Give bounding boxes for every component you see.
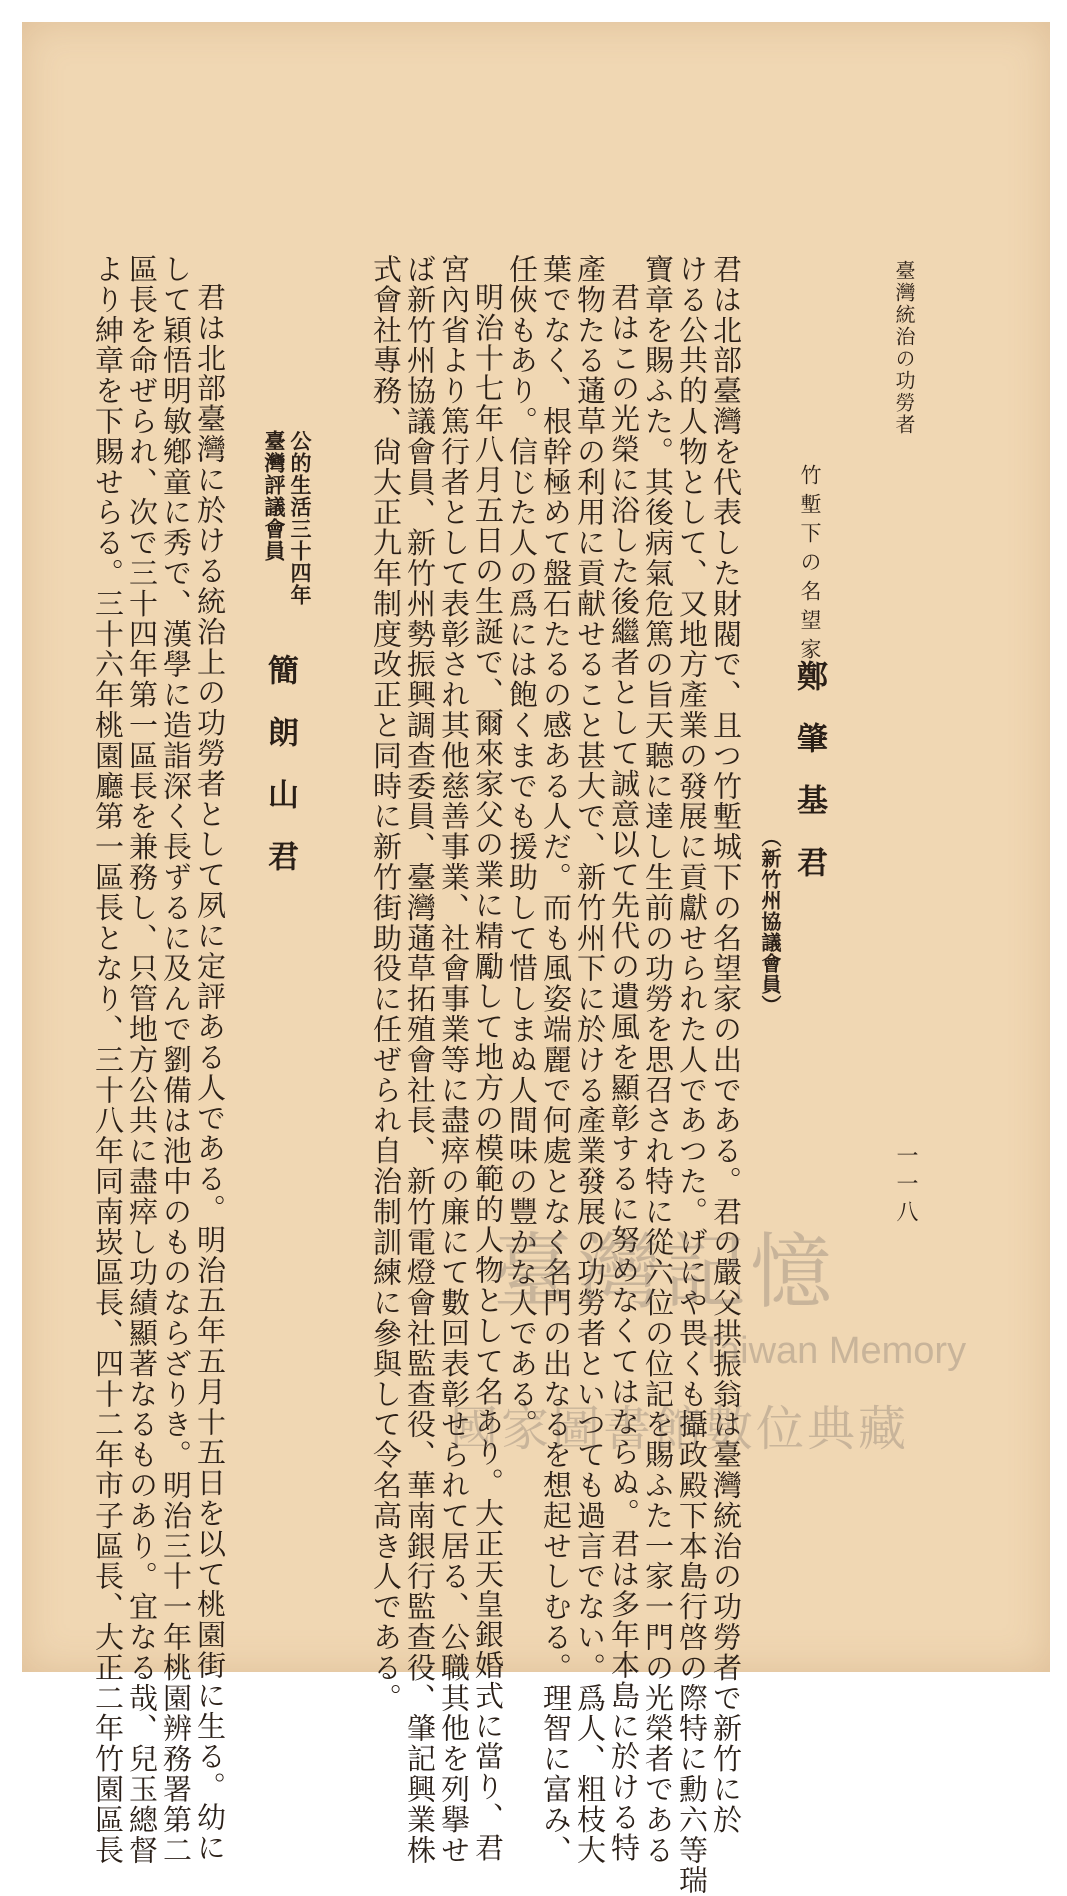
- body-column: 君は北部臺灣を代表した財閥で、且つ竹塹城下の名望家の出である。君の嚴父拱振翁は臺灣統治の功勞者で新竹に於: [709, 254, 743, 1835]
- document-page: [22, 22, 1050, 1896]
- watermark-chinese: 臺灣記憶: [492, 1225, 837, 1320]
- watermark-band: 國家圖書館數位典藏: [450, 1401, 910, 1457]
- section1-subtitle: 竹塹下の名望家: [798, 464, 822, 667]
- section2-name-heading: 簡 朗 山 君: [262, 654, 298, 871]
- body-column: 式會社專務、尙大正九年制度改正と同時に新竹街助役に任ぜられ自治制訓練に參與して令名高き人である。: [369, 254, 403, 1714]
- section1-affiliation: （新竹州協議會員）: [758, 827, 782, 1016]
- watermark-english: Taiwan Memory: [700, 1330, 967, 1372]
- running-header: 臺灣統治の功勞者: [892, 260, 916, 436]
- page-number: 一一八: [893, 1144, 918, 1228]
- section1-name-heading: 鄭 肇 基 君: [791, 660, 827, 877]
- section2-label-top: 公的生活三十四年: [288, 430, 313, 606]
- body-column: 君は北部臺灣に於ける統治上の功勞者として夙に定評ある人である。明治五年五月十五日を以て桃園街に生る。幼に: [193, 282, 227, 1863]
- body-column: 君はこの光榮に浴した後繼者として誠意以て先代の遺風を顯彰するに努めなくてはならぬ。君は多年本島に於ける特: [607, 282, 641, 1863]
- body-column: ける公共的人物として、又地方產業の發展に貢獻せられた人であつた。げにや畏くも攝政殿下本島行啓の際特に勳六等瑞: [675, 254, 709, 1896]
- body-column: より紳章を下賜せらる。三十六年桃園廳第一區長となり、三十八年同南崁區長、四十二年市子區長、大正二年竹園區長: [91, 254, 125, 1866]
- body-column: 區長を命ぜられ、次で三十四年第一區長を兼務し、只管地方公共に盡瘁し功績顯著なるものあり。宜なる哉、兒玉總督: [125, 254, 159, 1866]
- body-column: 寶章を賜ふた。其後病氣危篤の旨天聽に達し生前の功勞を思召され特に從六位の位記を賜ふた一家一門の光榮者である: [641, 254, 675, 1866]
- section2-label-bottom: 臺灣評議會員: [262, 430, 287, 562]
- body-column: 宮內省より篤行者として表彰され其他慈善事業、社會事業等に盡瘁の廉にて數回表彰せられて居る、公職其他を列擧せ: [437, 254, 471, 1866]
- body-column: 明治十七年八月五日の生誕で、爾來家父の業に精勵して地方の模範的人物として名あり。大正天皇銀婚式に當り、君: [471, 282, 505, 1863]
- body-column: 任俠もあり。信じた人の爲には飽くまでも援助して惜しまぬ人間味の豐かな人である。: [505, 254, 539, 1440]
- body-column: ば新竹州協議會員、新竹州勢振興調查委員、臺灣蓪草拓殖會社長、新竹電燈會社監查役、華南銀行監查役、肇記興業株: [403, 254, 437, 1866]
- body-column: して穎悟明敏鄕童に秀で、漢學に造詣深く長ずるに及んで劉備は池中のものならざりき。明治三十一年桃園辨務署第二: [159, 254, 193, 1866]
- body-column: 產物たる蓪草の利用に貢献せること甚大で、新竹州下に於ける產業發展の功勞者といつても過言でない。爲人、粗枝大: [573, 254, 607, 1866]
- body-column: 葉でなく、根幹極めて盤石たるの感ある人だ。而も風姿端麗で何處となく名門の出なるを想起せしむる。理智に富み、: [539, 254, 573, 1866]
